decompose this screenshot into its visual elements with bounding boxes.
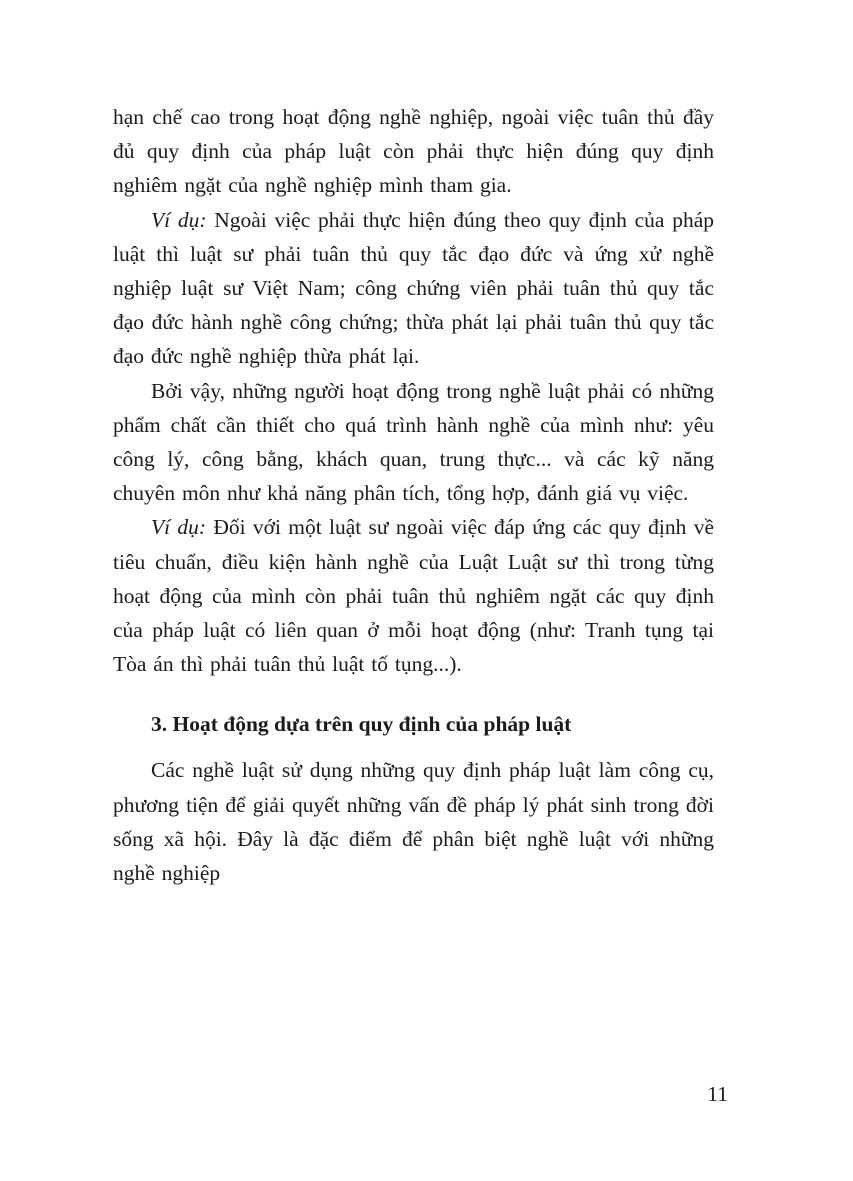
- example-lead: Ví dụ:: [151, 515, 214, 540]
- paragraph: [113, 100, 714, 203]
- page-content: [113, 100, 714, 890]
- section-heading: 3. Hoạt động dựa trên quy định của pháp luật: [151, 712, 572, 737]
- paragraph-text: hạn chế cao trong hoạt động nghề nghiệp, ngoài việc tuân thủ đầy đủ quy định của pháp luật còn phải thực hiện đúng quy định nghiêm ngặt của nghề nghiệp mình tham gia.: [113, 105, 714, 198]
- paragraph-text: Đối với một luật sư ngoài việc đáp ứng các quy định về tiêu chuẩn, điều kiện hành nghề của Luật Luật sư thì trong từng hoạt động của mình còn phải tuân thủ nghiêm ngặt các quy định của pháp luật có liên quan ở mỗi hoạt động (như: Tranh tụng tại Tòa án thì phải tuân thủ luật tố tụng...).: [113, 515, 714, 677]
- paragraph: [113, 374, 714, 511]
- paragraph-text: Các nghề luật sử dụng những quy định pháp luật làm công cụ, phương tiện để giải quyết những vấn đề pháp lý phát sinh trong đời sống xã hội. Đây là đặc điểm để phân biệt nghề luật với những nghề nghiệp: [113, 758, 714, 886]
- example-lead: Ví dụ:: [151, 207, 215, 232]
- paragraph: [113, 203, 714, 374]
- paragraph-text: Bởi vậy, những người hoạt động trong nghề luật phải có những phẩm chất cần thiết cho quá trình hành nghề của mình như: yêu công lý, công bằng, khách quan, trung thực... và các kỹ năng chuyên môn như khả năng phân tích, tổng hợp, đánh giá vụ việc.: [113, 378, 714, 506]
- paragraph: [113, 753, 714, 890]
- paragraph: [113, 510, 714, 681]
- page-number: 11: [707, 1082, 728, 1106]
- paragraph-text: Ngoài việc phải thực hiện đúng theo quy định của pháp luật thì luật sư phải tuân thủ quy tắc đạo đức và ứng xử nghề nghiệp luật sư Việt Nam; công chứng viên phải tuân thủ quy tắc đạo đức hành nghề công chứng; thừa phát lại phải tuân thủ quy tắc đạo đức nghề nghiệp thừa phát lại.: [113, 207, 714, 369]
